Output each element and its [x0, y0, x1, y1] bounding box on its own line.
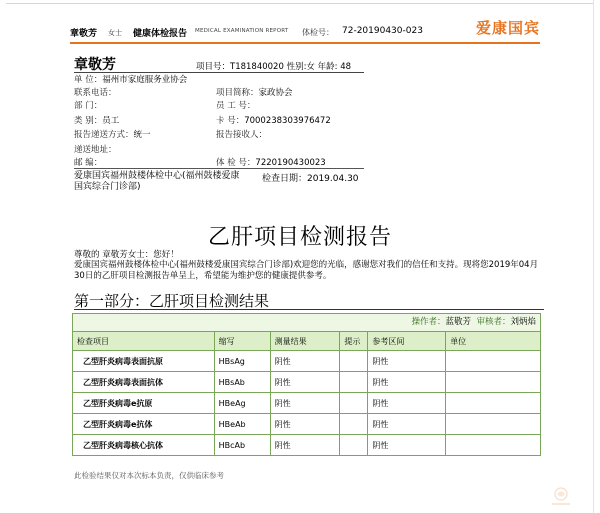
phone-label: 联系电话：: [74, 88, 117, 98]
cell-reference: 阴性: [368, 351, 446, 372]
report-header: [70, 19, 540, 42]
cell-result: 阴性: [270, 351, 340, 372]
patient-item-line: 项目号：T181840020 性别:女 年龄: 48: [196, 62, 352, 72]
category-line: [74, 116, 119, 126]
table-row: [73, 372, 541, 393]
results-table: [72, 331, 541, 456]
column-header: 单位: [446, 332, 541, 351]
operator-name: 蓝敬芳: [445, 317, 472, 327]
staff-no-label: 员 工 号：: [216, 101, 256, 111]
short-name-label: 项目简称：: [216, 88, 259, 98]
table-header-row: [73, 332, 541, 351]
header-divider: [70, 42, 540, 44]
header-gender: 女士: [108, 29, 122, 37]
receiver-label: 报告接收人：: [216, 130, 268, 140]
card-label: 卡 号：: [216, 116, 245, 126]
table-row: [73, 414, 541, 435]
cell-reference: 阴性: [368, 372, 446, 393]
address-line: [74, 145, 117, 155]
postcode-label: 邮 编：: [74, 158, 103, 168]
operator-row: [72, 313, 541, 331]
header-title: 健康体检报告: [133, 29, 188, 39]
footnote: 此检验结果仅对本次标本负责，仅供临床参考: [74, 471, 224, 480]
column-header: 检查项目: [73, 332, 215, 351]
cell-hint: [340, 414, 368, 435]
postcode-line: [74, 158, 102, 168]
org-divider: [74, 168, 364, 169]
dept-line: [74, 101, 102, 111]
unit-value: 福州市家庭服务业协会: [102, 75, 188, 85]
cell-item: 乙型肝炎病毒e抗原: [73, 393, 215, 414]
cell-abbr: HBsAg: [214, 351, 270, 372]
cell-abbr: HBcAb: [214, 435, 270, 456]
dept-label: 部 门：: [74, 101, 103, 111]
reviewer-label: 审核者：: [476, 317, 511, 327]
cell-result: 阴性: [270, 435, 340, 456]
cell-abbr: HBsAb: [214, 372, 270, 393]
cell-unit: [446, 435, 541, 456]
cell-item: 乙型肝炎病毒e抗体: [73, 414, 215, 435]
header-patient-name: 章敬芳: [70, 29, 98, 39]
card-line: [216, 116, 331, 126]
cell-item: 乙型肝炎病毒核心抗体: [73, 435, 215, 456]
page-edge: [593, 0, 594, 513]
cell-item: 乙型肝炎病毒表面抗体: [73, 372, 215, 393]
cell-result: 阴性: [270, 372, 340, 393]
short-name-value: 家政协会: [258, 88, 293, 98]
delivery-label: 报告递送方式：: [74, 130, 134, 140]
greeting: 尊敬的 章敬芳女士：您好！: [74, 250, 179, 260]
cell-reference: 阴性: [368, 393, 446, 414]
cell-unit: [446, 414, 541, 435]
cell-hint: [340, 372, 368, 393]
unit-line: [74, 75, 187, 85]
reviewer-name: 刘炳焰: [510, 317, 536, 327]
exam-no-line: [216, 158, 326, 168]
unit-label: 单 位：: [74, 75, 103, 85]
check-date: 检查日期：2019.04.30: [262, 174, 359, 184]
section-title: 第一部分：乙肝项目检测结果: [74, 292, 270, 310]
cell-hint: [340, 393, 368, 414]
info-divider: [74, 72, 364, 73]
phone-line: [74, 88, 117, 98]
cell-abbr: HBeAb: [214, 414, 270, 435]
cell-unit: [446, 351, 541, 372]
cell-item: 乙型肝炎病毒表面抗原: [73, 351, 215, 372]
table-row: [73, 393, 541, 414]
brand-logo-text: 爱康国宾: [475, 19, 540, 37]
category-label: 类 别：: [74, 116, 103, 126]
page-top-border: [6, 3, 594, 4]
cell-hint: [340, 435, 368, 456]
watermark-logo-icon: [548, 486, 574, 508]
results-table-container: [72, 313, 541, 456]
exam-no-label: 体 检 号：: [216, 158, 256, 168]
column-header: 提示: [340, 332, 368, 351]
org-name: 爱康国宾福州鼓楼体检中心(福州鼓楼爱康国宾综合门诊部): [74, 171, 240, 192]
delivery-value: 统一: [133, 130, 151, 140]
address-label: 递送地址：: [74, 145, 117, 155]
cell-result: 阴性: [270, 414, 340, 435]
receiver-line: [216, 130, 267, 140]
cell-unit: [446, 393, 541, 414]
column-header: 缩写: [214, 332, 270, 351]
header-exam-no: 72-20190430-023: [342, 26, 423, 36]
patient-name: 章敬芳: [74, 57, 116, 73]
table-row: [73, 435, 541, 456]
report-title: 乙肝项目检测报告: [207, 225, 392, 250]
section-divider: [74, 309, 544, 310]
cell-reference: 阴性: [368, 435, 446, 456]
short-name-line: [216, 88, 293, 98]
card-value: 7000238303976472: [244, 116, 331, 126]
exam-no-value: 7220190430023: [255, 158, 326, 168]
cell-unit: [446, 372, 541, 393]
cell-abbr: HBeAg: [214, 393, 270, 414]
header-subtitle: MEDICAL EXAMINATION REPORT: [195, 28, 289, 34]
cell-reference: 阴性: [368, 414, 446, 435]
category-value: 员工: [102, 116, 120, 126]
delivery-line: [74, 130, 151, 140]
operator-label: 操作者：: [411, 317, 446, 327]
table-row: [73, 351, 541, 372]
cell-result: 阴性: [270, 393, 340, 414]
column-header: 参考区间: [368, 332, 446, 351]
staff-no-line: [216, 101, 255, 111]
intro-paragraph: 爱康国宾福州鼓楼体检中心(福州鼓楼爱康国宾综合门诊部)欢迎您的光临，感谢您对我们的信任和支持。现将您2019年04月30日的乙肝项目检测报告单呈上，希望能为维护您的健康提供参考。: [74, 260, 539, 281]
column-header: 测量结果: [270, 332, 340, 351]
cell-hint: [340, 351, 368, 372]
header-exam-no-label: 体检号：: [302, 28, 334, 37]
